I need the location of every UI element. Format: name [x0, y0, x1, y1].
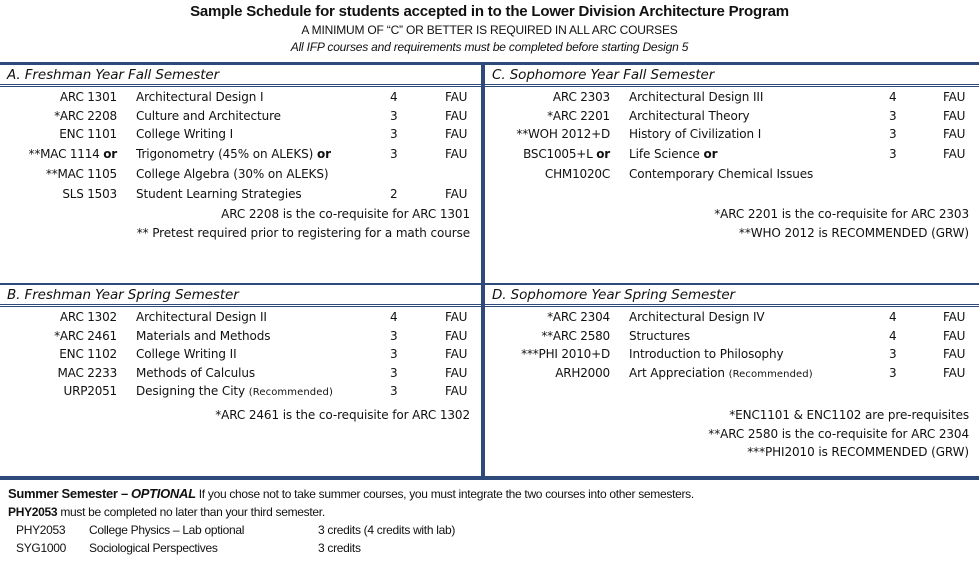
course-institution: FAU [445, 384, 468, 398]
course-row [485, 107, 979, 126]
course-credits: 3 credits [318, 541, 361, 555]
or-label: or [596, 147, 610, 161]
course-code: ENC 1102 [59, 347, 117, 361]
course-name: Introduction to Philosophy [629, 347, 784, 361]
course-credits: 4 [889, 90, 897, 104]
course-name: Art Appreciation [629, 365, 725, 380]
summer-heading-line [8, 485, 973, 503]
course-institution: FAU [445, 365, 468, 380]
course-code-group [29, 145, 117, 164]
course-name: Architectural Design I [136, 90, 264, 104]
semester-notes [708, 406, 969, 462]
course-code: ARC 1302 [59, 310, 117, 324]
course-code: SLS 1503 [62, 187, 117, 201]
course-code: PHY2053 [16, 523, 66, 537]
course-code: ***PHI 2010+D [521, 347, 610, 361]
course-code: *ARC 2461 [54, 328, 117, 343]
course-credits: 3 [390, 384, 398, 398]
requirement-text: must be completed no later than your third semester. [57, 505, 325, 519]
course-institution: FAU [943, 127, 966, 141]
course-code: **MAC 1105 [45, 167, 117, 181]
course-credits: 2 [390, 187, 398, 201]
course-name: Culture and Architecture [136, 108, 281, 123]
or-label: or [316, 147, 331, 161]
course-credits: 4 [889, 310, 897, 324]
course-name: College Writing I [136, 127, 234, 141]
semester-notes [137, 205, 470, 242]
course-row [0, 107, 481, 126]
course-code: CHM1020C [544, 167, 610, 181]
semester-c [485, 65, 979, 283]
semester-title: B. Freshman Year Spring Semester [0, 285, 481, 307]
semester-a [0, 65, 481, 283]
course-code: *ARC 2304 [547, 310, 610, 324]
summer-course-row [8, 539, 973, 557]
or-label: or [103, 147, 117, 161]
course-institution: FAU [445, 310, 468, 324]
course-credits: 4 [889, 328, 897, 343]
course-institution: FAU [445, 90, 468, 104]
course-name: Sociological Perspectives [89, 541, 218, 555]
course-code: ARC 2303 [552, 90, 610, 104]
recommended-tag: (Recommended) [248, 387, 333, 398]
schedule-grid [0, 62, 979, 480]
course-credits: 3 [889, 347, 897, 361]
course-row [0, 125, 481, 144]
course-name: Methods of Calculus [136, 365, 256, 380]
course-name: Life Science [629, 147, 700, 161]
course-institution: FAU [445, 127, 468, 141]
course-code: **ARC 2580 [541, 328, 610, 343]
semester-title: C. Sophomore Year Fall Semester [485, 65, 979, 87]
summer-heading: Summer Semester – [8, 486, 128, 501]
course-institution: FAU [445, 147, 468, 161]
course-row [0, 345, 481, 364]
course-code: ENC 1101 [59, 127, 117, 141]
course-name: Materials and Methods [136, 328, 271, 343]
course-institution: FAU [943, 328, 966, 343]
course-credits: 3 credits (4 credits with lab) [318, 523, 456, 537]
course-credits: 3 [390, 108, 398, 123]
course-credits: 3 [889, 147, 897, 161]
note: ** Pretest required prior to registering for a math course [136, 225, 470, 240]
course-name: Architectural Design II [136, 310, 267, 324]
semester-title: D. Sophomore Year Spring Semester [485, 285, 979, 307]
course-credits: 3 [889, 365, 897, 380]
course-name-group [629, 145, 717, 164]
note: **WHO 2012 is RECOMMENDED (GRW) [738, 225, 969, 240]
note: *ARC 2201 is the co-requisite for ARC 2303 [714, 207, 969, 221]
note: ***PHI2010 is RECOMMENDED (GRW) [747, 445, 969, 459]
note: *ARC 2461 is the co-requisite for ARC 1302 [215, 408, 470, 422]
course-name: Trigonometry (45% on ALEKS) [136, 147, 314, 161]
recommended-tag: (Recommended) [728, 368, 813, 380]
course-name: Architectural Design IV [629, 310, 765, 324]
summer-intro: If you chose not to take summer courses, you must integrate the two courses into other semesters. [195, 487, 694, 501]
course-row [485, 345, 979, 364]
course-row [0, 165, 481, 184]
page-title: Sample Schedule for students accepted in to the Lower Division Architecture Program [190, 3, 789, 20]
semester-b [0, 285, 481, 479]
course-credits: 4 [390, 90, 398, 104]
course-institution: FAU [943, 347, 966, 361]
or-label: or [703, 147, 718, 161]
course-row [0, 382, 481, 401]
course-credits: 3 [889, 127, 897, 141]
course-name-group [136, 145, 331, 164]
summer-requirement-line [8, 503, 973, 521]
course-row [0, 308, 481, 327]
course-code-group [523, 145, 610, 164]
course-institution: FAU [445, 108, 468, 123]
course-code: SYG1000 [16, 541, 66, 555]
optional-label: OPTIONAL [130, 486, 196, 501]
course-row [0, 185, 481, 204]
course-institution: FAU [943, 147, 966, 161]
course-name: College Algebra (30% on ALEKS) [136, 167, 329, 181]
course-code: URP2051 [63, 384, 117, 398]
course-code: BSC1005+L [523, 147, 593, 161]
course-row [485, 165, 979, 184]
semester-d [485, 285, 979, 479]
course-institution: FAU [943, 365, 966, 380]
course-name: College Physics – Lab optional [89, 523, 245, 537]
ifp-note: All IFP courses and requirements must be completed before starting Design 5 [290, 40, 689, 54]
note: **ARC 2580 is the co-requisite for ARC 2304 [708, 426, 969, 441]
course-code: MAC 2233 [57, 365, 117, 380]
course-name: College Writing II [136, 347, 237, 361]
course-row [0, 88, 481, 107]
note: ARC 2208 is the co-requisite for ARC 1301 [221, 207, 470, 221]
course-name: Architectural Design III [629, 90, 764, 104]
course-code: *ARC 2201 [547, 108, 610, 123]
course-row [485, 88, 979, 107]
course-institution: FAU [445, 347, 468, 361]
course-code: ARC 1301 [59, 90, 117, 104]
course-code: ARH2000 [555, 365, 610, 380]
course-credits: 4 [390, 310, 398, 324]
required-course-code: PHY2053 [8, 505, 58, 519]
course-credits: 3 [390, 328, 398, 343]
course-row [0, 327, 481, 346]
semester-title: A. Freshman Year Fall Semester [0, 65, 481, 87]
course-name: Student Learning Strategies [136, 187, 302, 201]
course-credits: 3 [390, 127, 398, 141]
course-row [0, 364, 481, 383]
course-row [0, 145, 481, 164]
course-institution: FAU [445, 187, 468, 201]
course-row [485, 308, 979, 327]
course-row [485, 145, 979, 164]
course-credits: 3 [390, 147, 398, 161]
course-row [485, 327, 979, 346]
semester-notes [714, 205, 969, 242]
course-institution: FAU [943, 310, 966, 324]
course-code: *ARC 2208 [54, 108, 117, 123]
document-header [0, 2, 979, 56]
course-credits: 3 [390, 347, 398, 361]
semester-notes [215, 406, 470, 425]
course-name-group [136, 382, 333, 403]
course-name: Designing the City [136, 384, 246, 398]
course-institution: FAU [445, 328, 468, 343]
course-name: Architectural Theory [629, 108, 750, 123]
summer-section [8, 485, 973, 557]
course-credits: 3 [390, 365, 398, 380]
summer-course-row [8, 521, 973, 539]
course-credits: 3 [889, 108, 897, 123]
course-code: **MAC 1114 [28, 147, 100, 161]
course-code: **WOH 2012+D [516, 127, 610, 141]
course-name-group [629, 364, 813, 385]
course-row [485, 125, 979, 144]
course-name: History of Civilization I [629, 127, 762, 141]
grade-requirement: A MINIMUM OF “C” OR BETTER IS REQUIRED IN ALL ARC COURSES [301, 23, 678, 37]
course-name: Structures [629, 328, 691, 343]
course-institution: FAU [943, 108, 966, 123]
note: *ENC1101 & ENC1102 are pre-requisites [729, 408, 969, 422]
course-institution: FAU [943, 90, 966, 104]
course-row [485, 364, 979, 383]
course-name: Contemporary Chemical Issues [629, 167, 814, 181]
